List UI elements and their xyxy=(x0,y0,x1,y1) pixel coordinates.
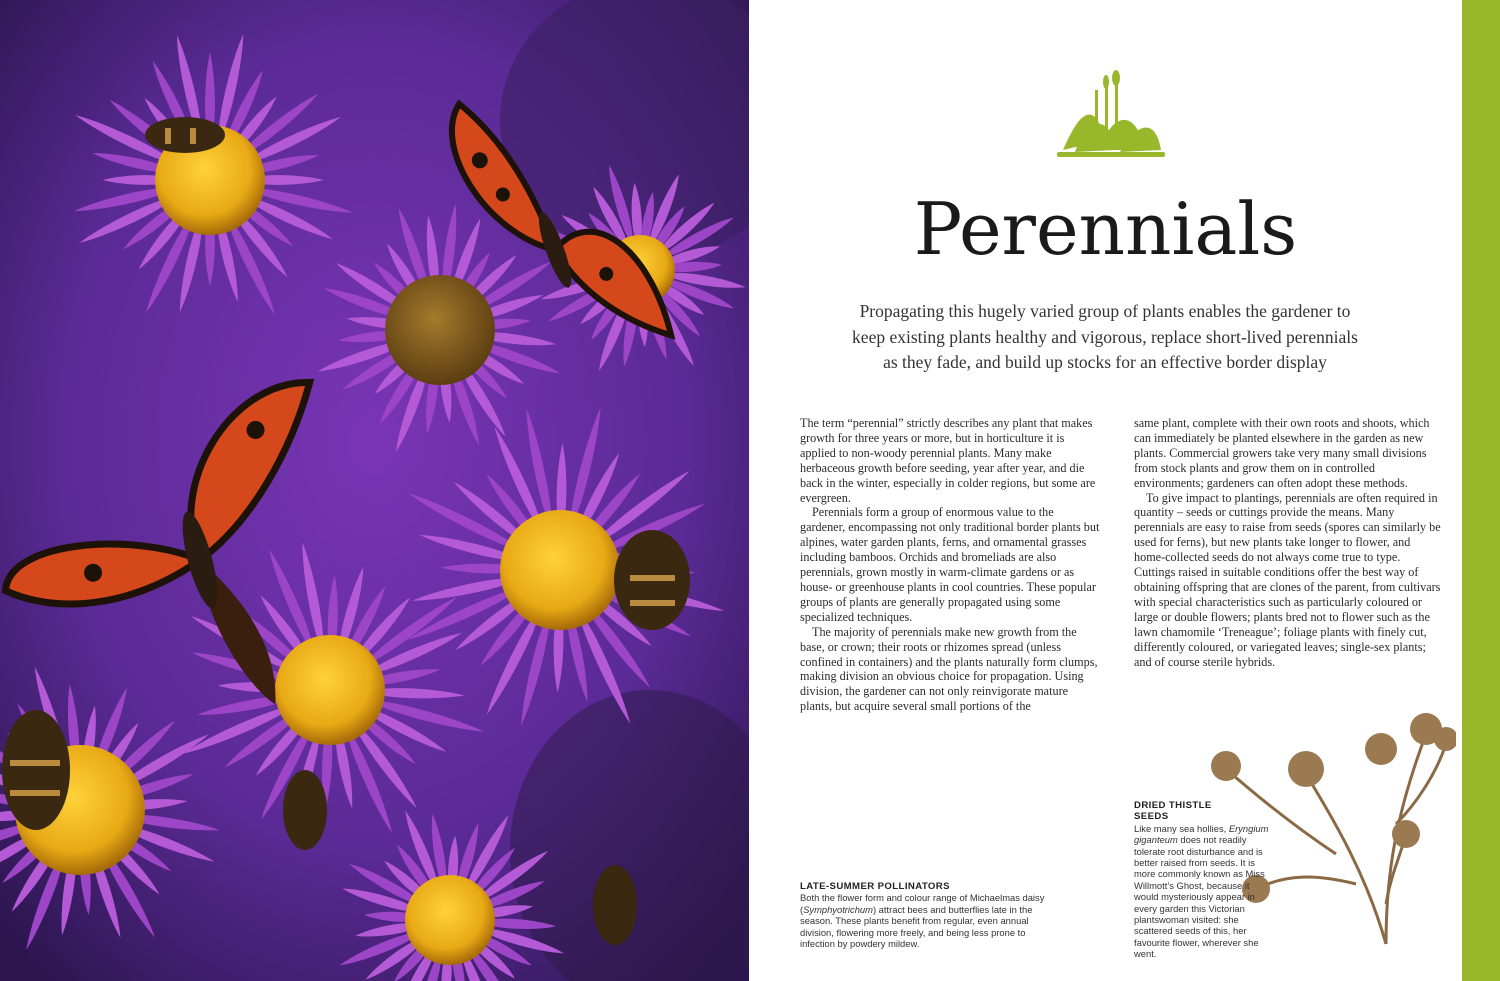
caption-thistle: DRIED THISTLE SEEDS Like many sea hollies, Eryngium giganteum does not readily tolerate root disturbance and is better raised from seeds. It is more commonly known as Miss Willmott’s Ghost, because it would mysteriously appear in every garden this Victorian plantswoman visited: she scattered seeds of this, her favourite flower, wherever she went. xyxy=(1134,800,1269,960)
caption-pollinators: LATE-SUMMER POLLINATORS Both the flower form and colour range of Michaelmas daisy (Symphyotrichum) attract bees and butterflies late in the season. These plants benefit from regular, even annual division, flowering more freely, and being less prone to infection by powdery mildew. xyxy=(800,881,1060,949)
body-paragraph: same plant, complete with their own roots and shoots, which can immediately be planted elsewhere in the garden as new plants. Commercial growers take very many small divisions from stock plants and grow them on in controlled environments; gardeners can often adopt these methods. xyxy=(1134,416,1430,490)
body-column-1 xyxy=(800,416,1100,714)
caption-heading: DRIED THISTLE SEEDS xyxy=(1134,800,1212,823)
body-paragraph: The term “perennial” strictly describes any plant that makes growth for three years or more, but in horticulture it is applied to non-woody perennial plants. Many make herbaceous growth before seeding, year after year, and die back in the winter, especially in colder regions, but some are evergreen. xyxy=(800,416,1096,505)
text-page xyxy=(749,0,1462,981)
body-paragraph: To give impact to plantings, perennials are often required in quantity – seeds or cuttings provide the means. Many perennials are easy to raise from seeds (spores can similarly be used for ferns), but new plants take longer to flower, and home-collected seeds do not always come true to type. Cuttings raised in suitable conditions offer the best way of obtaining offspring that are clones of the parent, from cultivars with special characteristics such as particularly coloured or large or double flowers; plants bred not to flower such as the lawn chamomile ‘Treneague’; foliage plants with finely cut, differently coloured, or variegated leaves; single-sex plants; and of course sterile hybrids. xyxy=(1134,490,1441,669)
aster-butterfly-photo xyxy=(0,0,749,981)
page-title: Perennials xyxy=(913,187,1298,271)
plant-icon xyxy=(1055,70,1167,162)
intro-paragraph: Propagating this hugely varied group of plants enables the gardener to keep existing plants healthy and vigorous, replace short-lived perennials as they fade, and build up stocks for an effective border display xyxy=(852,301,1358,372)
page-edge-accent xyxy=(1462,0,1500,981)
body-paragraph: Perennials form a group of enormous value to the gardener, encompassing not only traditional border plants but alpines, water garden plants, ferns, and ornamental grasses including bamboos. Orchids and bromeliads are also perennials, grown mostly in warm-climate gardens or as house- or greenhouse plants in cool countries. These popular groups of plants are generally propagated using some specialized techniques. xyxy=(800,505,1100,624)
body-column-2 xyxy=(1134,416,1444,669)
body-paragraph: The majority of perennials make new growth from the base, or crown; their roots or rhizomes spread (unless confined in containers) and the plants naturally form clumps, making division an obvious choice for propagation. Using division, the gardener can not only reinvigorate mature plants, but acquire several small portions of the xyxy=(800,624,1098,714)
caption-heading: LATE-SUMMER POLLINATORS xyxy=(800,881,950,892)
